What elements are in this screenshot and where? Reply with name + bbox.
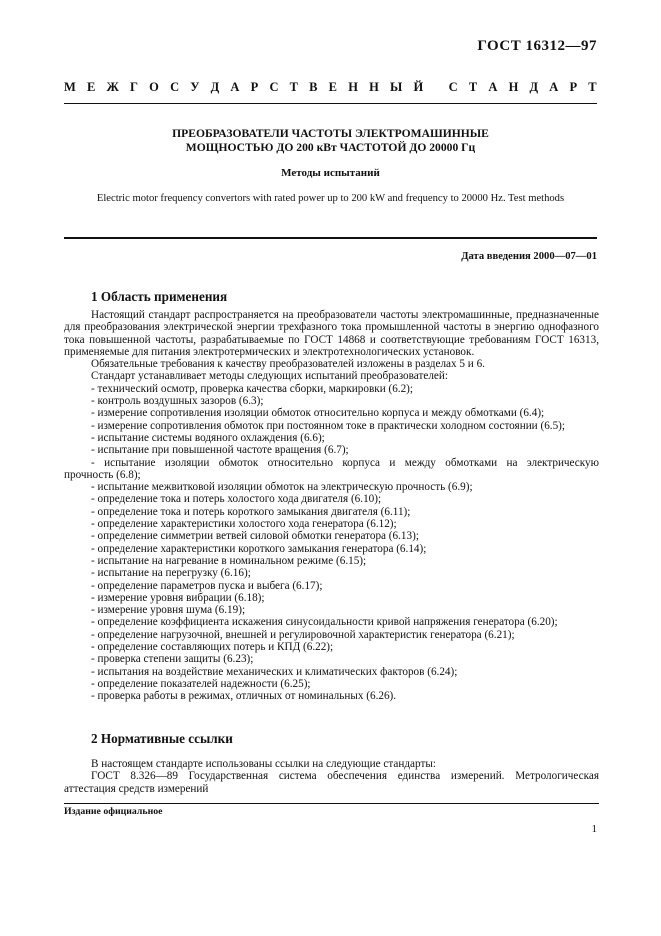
test-list-part-2	[64, 481, 599, 702]
banner-letter: Е	[86, 80, 96, 94]
reference-gost-8-326: ГОСТ 8.326—89 Государственная система обеспечения единства измерений. Метрологическая	[91, 770, 599, 783]
english-title: Electric motor frequency convertors with rated power up to 200 kW and frequency to 20000 Hz. Test methods	[96, 193, 565, 204]
banner-letter: А	[488, 80, 498, 94]
list-item: - определение составляющих потерь и КПД (6.22);	[91, 641, 334, 654]
list-item: - определение коэффициента искажения синусоидальности кривой напряжения генератора (6.20);	[91, 616, 558, 629]
list-item: - испытания на воздействие механических и климатических факторов (6.24);	[91, 665, 458, 678]
list-item: - испытание межвитковой изоляции обмоток на электрическую прочность (6.9);	[91, 481, 473, 494]
list-item-continuation: прочность (6.8);	[64, 468, 141, 481]
list-item: - определение характеристики короткого замыкания генератора (6.14);	[91, 542, 427, 555]
banner-letter: С	[269, 80, 279, 94]
list-item: - проверка работы в режимах, отличных от номинальных (6.26).	[91, 690, 397, 703]
standard-type-banner	[64, 80, 597, 95]
section-2-body	[64, 758, 599, 795]
list-item: - технический осмотр, проверка качества сборки, маркировки (6.2);	[91, 382, 414, 395]
list-item: - измерение сопротивления обмоток при постоянном токе в практически холодном состоянии (6.5);	[91, 419, 566, 432]
banner-letter: Ы	[390, 80, 403, 94]
document-title	[64, 127, 597, 155]
list-item: - измерение сопротивления изоляции обмоток относительно корпуса и между обмотками (6.4);	[91, 407, 545, 420]
banner-gap	[434, 80, 437, 95]
gost-code: ГОСТ 16312—97	[477, 38, 597, 54]
title-line-1: ПРЕОБРАЗОВАТЕЛИ ЧАСТОТЫ ЭЛЕКТРОМАШИННЫЕ	[172, 127, 489, 140]
list-item: - проверка степени защиты (6.23);	[91, 653, 254, 666]
list-item: - измерение уровня шума (6.19);	[91, 604, 246, 617]
list-item: - определение показателей надежности (6.25);	[91, 677, 311, 690]
banner-letter: Т	[588, 80, 597, 94]
list-item: - испытание системы водяного охлаждения (6.6);	[91, 431, 325, 444]
official-edition-label: Издание официальное	[64, 806, 163, 817]
title-rule	[64, 237, 597, 239]
list-item: - определение тока и потерь холостого хода двигателя (6.10);	[91, 493, 382, 506]
standard-type-text	[64, 80, 597, 95]
list-item: - определение характеристики холостого хода генератора (6.12);	[91, 518, 397, 531]
section-2-heading: 2 Нормативные ссылки	[91, 731, 233, 746]
banner-letter: Д	[210, 80, 220, 94]
banner-letter: Г	[130, 80, 138, 94]
list-item: - определение симметрии ветвей силовой обмотки генератора (6.13);	[91, 530, 419, 543]
banner-letter: Т	[468, 80, 478, 94]
banner-letter: Ж	[106, 80, 119, 94]
list-item: - определение тока и потерь короткого замыкания двигателя (6.11);	[91, 505, 411, 518]
footer-rule	[64, 803, 599, 804]
list-item: - испытание на нагревание в номинальном режиме (6.15);	[91, 554, 367, 567]
banner-letter: М	[64, 80, 76, 94]
section-1-tests-intro: Стандарт устанавливает методы следующих испытаний преобразователей:	[91, 370, 448, 383]
section-1-paragraph: Настоящий стандарт распространяется на преобразователи частоты электромашинные, предназначенные для преобразования электрической энергии трехфазного тока промышленной частоты в энергию однофазного тока повышенной частоты, разрабатываемые по ГОСТ 14868 и соответствующие требованиям ГОСТ 16313, применяемые для питания электротермических и электротехнологических установок.	[64, 309, 599, 358]
banner-letter: С	[170, 80, 180, 94]
banner-letter: Н	[508, 80, 519, 94]
test-list-part-1	[64, 383, 599, 457]
page-number: 1	[591, 823, 597, 835]
banner-letter: А	[230, 80, 240, 94]
top-rule	[64, 103, 597, 104]
list-item: - определение нагрузочной, внешней и регулировочной характеристик генератора (6.21);	[91, 628, 515, 641]
list-item: - испытание изоляции обмоток относительно корпуса и между обмотками на электрическую	[91, 456, 599, 469]
banner-letter: Й	[413, 80, 424, 94]
banner-letter: Н	[369, 80, 379, 94]
section-1-body	[64, 309, 599, 703]
banner-letter: А	[549, 80, 559, 94]
reference-continuation: аттестация средств измерений	[64, 782, 209, 795]
list-item: - испытание при повышенной частоте вращения (6.7);	[91, 444, 349, 457]
list-item: - измерение уровня вибрации (6.18);	[91, 591, 265, 604]
banner-letter: У	[190, 80, 200, 94]
list-item: - контроль воздушных зазоров (6.3);	[91, 395, 264, 408]
banner-letter: Т	[289, 80, 298, 94]
banner-letter: Н	[348, 80, 358, 94]
banner-letter: О	[149, 80, 159, 94]
introduction-date: Дата введения 2000—07—01	[461, 251, 597, 262]
banner-letter: Е	[328, 80, 338, 94]
list-item: - определение параметров пуска и выбега (6.17);	[91, 579, 323, 592]
section-1-requirements: Обязательные требования к качеству преобразователей изложены в разделах 5 и 6.	[91, 358, 485, 371]
list-item: - испытание на перегрузку (6.16);	[91, 567, 251, 580]
banner-letter: В	[309, 80, 318, 94]
title-line-2: МОЩНОСТЬЮ ДО 200 кВт ЧАСТОТОЙ ДО 20000 Гц	[185, 141, 476, 154]
banner-letter: Д	[529, 80, 539, 94]
document-subtitle: Методы испытаний	[281, 167, 380, 179]
banner-letter: Р	[250, 80, 259, 94]
section-2-intro: В настоящем стандарте использованы ссылки на следующие стандарты:	[91, 758, 436, 770]
section-1-heading: 1 Область применения	[91, 289, 228, 304]
banner-letter: Р	[569, 80, 578, 94]
banner-letter: С	[448, 80, 458, 94]
